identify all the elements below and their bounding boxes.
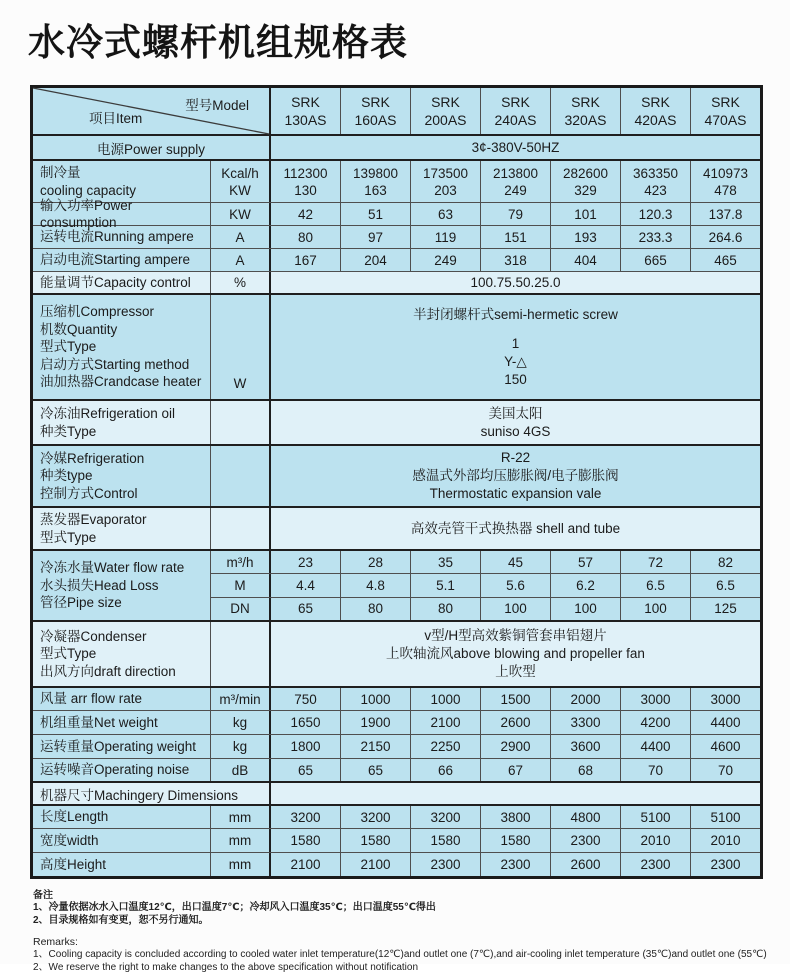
model-series: SRK xyxy=(711,94,740,110)
compressor-quantity-value: 1 xyxy=(511,335,520,351)
table-cell: 100 xyxy=(551,598,621,620)
spec-table xyxy=(30,85,763,879)
table-cell: 100 xyxy=(481,598,551,620)
item-axis-label: 项目Item xyxy=(89,111,143,126)
table-cell: 125 xyxy=(714,601,737,617)
row-values xyxy=(271,161,760,202)
label-line: 运转重量Operating weight xyxy=(40,738,197,754)
table-cell: 80 xyxy=(411,598,481,620)
table-cell: 51 xyxy=(341,203,411,225)
table-cell: 4400 xyxy=(710,715,741,730)
model-series: SRK xyxy=(641,94,670,110)
unit-cell xyxy=(211,622,271,686)
model-axis-label: 型号Model xyxy=(185,98,249,113)
unit-cell: W xyxy=(211,295,271,399)
table-cell xyxy=(621,161,691,202)
table-cell: 67 xyxy=(481,759,551,781)
kw-value: 478 xyxy=(714,182,737,198)
label-line: 制冷量 xyxy=(40,165,81,180)
compressor-type-value: 半封闭螺杆式semi-hermetic screw xyxy=(413,306,618,322)
label-line: 冷冻水量Water flow rate xyxy=(40,560,185,576)
table-cell: 1580 xyxy=(411,829,481,852)
row-label xyxy=(33,735,211,758)
table-cell: 3800 xyxy=(481,806,551,828)
unit-cell: mm xyxy=(211,853,271,876)
table-cell: 72 xyxy=(621,551,691,573)
notes-zh-title: 备注 xyxy=(33,890,53,901)
kw-value: 423 xyxy=(644,182,667,198)
label-line: 输入功率Power consumption xyxy=(40,197,133,230)
oil-brand: 美国太阳 xyxy=(488,405,543,421)
table-cell: 57 xyxy=(551,551,621,573)
row-label-condenser xyxy=(33,622,211,686)
model-number: 130AS xyxy=(284,112,327,128)
table-cell: 193 xyxy=(551,226,621,248)
label-line: 型式Type xyxy=(40,529,97,545)
label-line: 型式Type xyxy=(40,339,97,355)
label-line: 运转电流Running ampere xyxy=(40,229,194,245)
model-number: 420AS xyxy=(634,112,677,128)
dimensions-header-label: 机器尺寸Machingery Dimensions xyxy=(33,783,271,804)
label-line: 冷凝器Condenser xyxy=(40,628,147,644)
row-power-supply xyxy=(33,134,760,159)
unit-cell: % xyxy=(211,272,271,293)
row-values xyxy=(271,249,760,271)
unit-cell xyxy=(211,401,271,444)
table-cell: 119 xyxy=(411,226,481,248)
table-header-row xyxy=(33,88,760,134)
table-cell: 5.6 xyxy=(481,574,551,596)
note-line: 2、目录规格如有变更，恕不另行通知。 xyxy=(33,915,209,926)
model-number: 470AS xyxy=(704,112,747,128)
row-label xyxy=(33,272,211,293)
row-label xyxy=(33,829,211,852)
kcal-value: 213800 xyxy=(492,165,539,181)
label-line: 运转噪音Operating noise xyxy=(40,762,190,778)
table-cell xyxy=(411,161,481,202)
row-label xyxy=(33,688,211,710)
unit-cell xyxy=(211,161,271,202)
table-cell: 2150 xyxy=(341,735,411,758)
row-net-weight xyxy=(33,710,760,734)
table-cell: 79 xyxy=(481,203,551,225)
row-label xyxy=(33,711,211,734)
compressor-values xyxy=(271,295,760,399)
table-cell: 750 xyxy=(271,688,341,710)
table-cell: 6.5 xyxy=(716,577,735,593)
row-label-oil xyxy=(33,401,211,444)
table-cell: 2100 xyxy=(411,711,481,734)
table-cell: 1580 xyxy=(481,829,551,852)
label-line: 机组重量Net weight xyxy=(40,714,158,730)
table-cell: 4800 xyxy=(551,806,621,828)
row-values xyxy=(271,735,760,758)
table-cell: 2300 xyxy=(621,853,691,876)
row-label xyxy=(33,226,211,248)
table-cell: 5100 xyxy=(710,809,741,825)
row-label xyxy=(33,853,211,876)
table-cell: 45 xyxy=(481,551,551,573)
row-label xyxy=(33,249,211,271)
page-title: 水冷式螺杆机组规格表 xyxy=(28,22,408,63)
label-line: 启动电流Starting ampere xyxy=(40,252,191,268)
label-line: 种类Type xyxy=(40,423,97,439)
table-cell: 2300 xyxy=(481,853,551,876)
table-cell: 167 xyxy=(271,249,341,271)
label-line: 压缩机Compressor xyxy=(40,304,155,320)
model-series: SRK xyxy=(361,94,390,110)
model-series: SRK xyxy=(571,94,600,110)
table-cell: 2100 xyxy=(341,853,411,876)
row-values xyxy=(271,688,760,710)
label-line: 蒸发器Evaporator xyxy=(40,512,147,527)
refrigerant-valve-zh: 感温式外部均压膨胀阀/电子膨胀阀 xyxy=(412,468,619,483)
model-header-cell xyxy=(411,88,481,134)
label-line: 冷冻油Refrigeration oil xyxy=(40,406,176,421)
unit-cell xyxy=(211,446,271,506)
unit-cell: kg xyxy=(211,711,271,734)
row-water-group xyxy=(33,549,760,620)
table-cell: 2600 xyxy=(481,711,551,734)
label-line: 出风方向draft direction xyxy=(40,663,176,679)
note-line: 1、Cooling capacity is concluded according to cooled water inlet temperature(12℃)and outlet one (7℃),and air-cooling inlet temperature (35℃)and outlet one (55℃) xyxy=(33,949,767,960)
row-values xyxy=(271,806,760,828)
table-cell: 120.3 xyxy=(621,203,691,225)
table-cell: 2000 xyxy=(551,688,621,710)
table-cell: 2900 xyxy=(481,735,551,758)
label-line: 种类type xyxy=(40,468,93,484)
row-refrigeration-oil xyxy=(33,399,760,444)
capacity-control-value: 100.75.50.25.0 xyxy=(470,274,561,290)
row-power-consumption xyxy=(33,197,760,230)
row-label-evaporator xyxy=(33,508,211,549)
unit-line: KW xyxy=(229,182,251,198)
label-line: 宽度width xyxy=(40,832,99,848)
refrigerant-values xyxy=(271,446,760,506)
model-header-cell xyxy=(551,88,621,134)
footnotes xyxy=(33,886,767,974)
kw-value: 163 xyxy=(364,182,387,198)
subrow-pipe-size xyxy=(211,597,760,620)
label-line: 机数Quantity xyxy=(40,321,118,337)
table-cell: 4200 xyxy=(621,711,691,734)
model-header-cell xyxy=(271,88,341,134)
table-cell: 2010 xyxy=(621,829,691,852)
compressor-start-value: Y-△ xyxy=(504,353,527,369)
table-cell: 2300 xyxy=(710,857,741,872)
table-cell: 35 xyxy=(411,551,481,573)
table-cell: 97 xyxy=(341,226,411,248)
compressor-heater-value: 150 xyxy=(504,371,527,387)
table-cell: 3200 xyxy=(411,806,481,828)
label-line: 油加热器Crandcase heater xyxy=(40,374,202,390)
row-operating-weight xyxy=(33,734,760,758)
row-width xyxy=(33,828,760,852)
model-series: SRK xyxy=(291,94,320,110)
table-cell: 4400 xyxy=(621,735,691,758)
row-values xyxy=(271,226,760,248)
model-header-cell xyxy=(691,88,760,134)
table-cell: 3000 xyxy=(621,688,691,710)
model-number: 320AS xyxy=(564,112,607,128)
label-line: 长度Length xyxy=(40,809,109,825)
table-cell: 1650 xyxy=(271,711,341,734)
row-running-ampere xyxy=(33,225,760,248)
row-operating-noise xyxy=(33,758,760,781)
unit-cell: DN xyxy=(211,598,271,620)
kcal-value: 139800 xyxy=(352,165,399,181)
refrigerant-type: R-22 xyxy=(500,450,531,465)
row-length xyxy=(33,804,760,828)
model-header-cells xyxy=(271,88,760,134)
table-cell: 318 xyxy=(481,249,551,271)
table-cell: 2300 xyxy=(551,829,621,852)
row-values xyxy=(271,598,760,620)
table-cell: 65 xyxy=(341,759,411,781)
table-cell: 65 xyxy=(271,598,341,620)
label-line: 控制方式Control xyxy=(40,485,138,501)
model-header-cell xyxy=(621,88,691,134)
table-cell: 3000 xyxy=(710,691,741,707)
row-label-water-group xyxy=(33,551,211,620)
label-line: 水头损失Head Loss xyxy=(40,577,159,593)
condenser-direction: 上吹型 xyxy=(495,664,536,679)
table-cell xyxy=(481,161,551,202)
table-cell: 665 xyxy=(621,249,691,271)
table-cell: 1000 xyxy=(411,688,481,710)
table-cell: 1580 xyxy=(271,829,341,852)
unit-line: Kcal/h xyxy=(221,165,259,181)
table-cell: 1900 xyxy=(341,711,411,734)
row-compressor xyxy=(33,293,760,399)
label-line: 型式Type xyxy=(40,646,97,662)
table-cell: 6.2 xyxy=(551,574,621,596)
row-values xyxy=(271,759,760,781)
kcal-value: 410973 xyxy=(702,165,749,181)
table-cell: 5.1 xyxy=(411,574,481,596)
table-cell: 70 xyxy=(717,762,734,778)
row-values xyxy=(271,574,760,596)
row-air-flow xyxy=(33,686,760,710)
empty-cell xyxy=(271,783,760,804)
table-cell: 2100 xyxy=(271,853,341,876)
row-height xyxy=(33,852,760,876)
model-number: 200AS xyxy=(424,112,467,128)
table-cell: 1800 xyxy=(271,735,341,758)
label-line: 风量 arr flow rate xyxy=(40,691,143,707)
table-cell: 4.4 xyxy=(271,574,341,596)
unit-cell xyxy=(211,508,271,549)
table-cell: 151 xyxy=(481,226,551,248)
row-label-refrigerant xyxy=(33,446,211,506)
table-cell xyxy=(691,161,760,202)
row-label-power-supply: 电源Power supply xyxy=(33,136,271,159)
table-cell: 101 xyxy=(551,203,621,225)
unit-cell: kg xyxy=(211,735,271,758)
row-label-compressor xyxy=(33,295,211,399)
table-cell: 6.5 xyxy=(621,574,691,596)
kcal-value: 112300 xyxy=(283,165,328,181)
unit-cell: M xyxy=(211,574,271,596)
row-evaporator xyxy=(33,506,760,549)
kw-value: 329 xyxy=(574,182,597,198)
evaporator-value: 高效壳管干式换热器 shell and tube xyxy=(410,520,621,536)
kw-value: 203 xyxy=(434,182,457,198)
kcal-value: 363350 xyxy=(632,165,679,181)
table-cell: 4600 xyxy=(710,739,741,754)
unit-cell: mm xyxy=(211,829,271,852)
table-cell: 65 xyxy=(271,759,341,781)
row-values xyxy=(271,711,760,734)
table-cell: 82 xyxy=(717,554,734,570)
row-starting-ampere xyxy=(33,248,760,271)
unit-cell: dB xyxy=(211,759,271,781)
model-number: 160AS xyxy=(354,112,397,128)
unit-cell: m³/h xyxy=(211,551,271,573)
notes-en-title: Remarks: xyxy=(33,936,78,948)
table-cell xyxy=(341,161,411,202)
table-cell: 28 xyxy=(341,551,411,573)
row-values xyxy=(271,551,760,573)
table-cell: 137.8 xyxy=(708,206,743,222)
table-cell: 5100 xyxy=(621,806,691,828)
label-line: 高度Height xyxy=(40,856,107,872)
table-cell: 249 xyxy=(411,249,481,271)
water-group-subrows xyxy=(211,551,760,620)
table-cell: 3200 xyxy=(271,806,341,828)
note-line: 1、冷量依据冰水入口温度12℃，出口温度7℃；冷却风入口温度35℃；出口温度55℃得出 xyxy=(33,902,436,913)
note-line: 2、We reserve the right to make changes to the above specification without notification xyxy=(33,962,419,973)
row-values xyxy=(271,203,760,225)
table-cell: 80 xyxy=(271,226,341,248)
table-cell: 3200 xyxy=(341,806,411,828)
model-number: 240AS xyxy=(494,112,537,128)
table-cell: 233.3 xyxy=(621,226,691,248)
row-label xyxy=(33,806,211,828)
label-line: 管径Pipe size xyxy=(40,595,122,611)
table-cell xyxy=(551,161,621,202)
model-series: SRK xyxy=(431,94,460,110)
table-cell: 70 xyxy=(621,759,691,781)
power-supply-value: 3¢-380V-50HZ xyxy=(471,139,560,155)
table-cell: 1580 xyxy=(341,829,411,852)
kw-value: 249 xyxy=(504,182,527,198)
table-cell: 2250 xyxy=(411,735,481,758)
label-line: 启动方式Starting method xyxy=(40,356,190,372)
table-cell: 23 xyxy=(271,551,341,573)
table-cell: 42 xyxy=(271,203,341,225)
condenser-type-zh: v型/H型高效紫铜管套串铝翅片 xyxy=(424,628,607,643)
refrigerant-valve-en: Thermostatic expansion vale xyxy=(429,486,602,501)
unit-cell: KW xyxy=(211,203,271,225)
label-line: cooling capacity xyxy=(40,182,137,198)
model-header-cell xyxy=(341,88,411,134)
table-cell: 1500 xyxy=(481,688,551,710)
row-dimensions-header xyxy=(33,781,760,804)
table-cell: 2010 xyxy=(710,833,741,848)
model-series: SRK xyxy=(501,94,530,110)
model-header-cell xyxy=(481,88,551,134)
table-cell xyxy=(271,161,341,202)
table-cell: 66 xyxy=(411,759,481,781)
condenser-fan: 上吹轴流风above blowing and propeller fan xyxy=(386,646,645,661)
table-cell: 63 xyxy=(411,203,481,225)
oil-type: suniso 4GS xyxy=(480,423,551,439)
table-cell: 3600 xyxy=(551,735,621,758)
row-label xyxy=(33,197,211,230)
notes-zh-lines xyxy=(33,901,767,927)
condenser-values xyxy=(271,622,760,686)
unit-cell: mm xyxy=(211,806,271,828)
unit-cell: A xyxy=(211,249,271,271)
subrow-water-flow xyxy=(211,551,760,573)
unit-cell: m³/min xyxy=(211,688,271,710)
table-cell: 68 xyxy=(551,759,621,781)
table-cell: 404 xyxy=(551,249,621,271)
table-cell: 264.6 xyxy=(708,229,743,245)
oil-values xyxy=(271,401,760,444)
table-cell: 100 xyxy=(621,598,691,620)
table-cell: 2300 xyxy=(411,853,481,876)
row-values xyxy=(271,853,760,876)
row-capacity-control xyxy=(33,271,760,293)
label-line: 冷媒Refrigeration xyxy=(40,450,145,466)
table-cell: 4.8 xyxy=(341,574,411,596)
table-cell: 80 xyxy=(341,598,411,620)
header-corner-cell xyxy=(33,88,271,134)
table-cell: 204 xyxy=(341,249,411,271)
row-refrigerant xyxy=(33,444,760,506)
table-cell: 3300 xyxy=(551,711,621,734)
kcal-value: 282600 xyxy=(562,165,609,181)
table-cell: 2600 xyxy=(551,853,621,876)
unit-cell: A xyxy=(211,226,271,248)
row-values xyxy=(271,829,760,852)
notes-en-lines xyxy=(33,948,767,974)
label-line: 能量调节Capacity control xyxy=(40,274,191,290)
table-cell: 1000 xyxy=(341,688,411,710)
table-cell: 465 xyxy=(714,252,737,268)
subrow-head-loss xyxy=(211,573,760,596)
kcal-value: 173500 xyxy=(422,165,469,181)
row-label xyxy=(33,759,211,781)
row-condenser xyxy=(33,620,760,686)
kw-value: 130 xyxy=(294,182,317,198)
